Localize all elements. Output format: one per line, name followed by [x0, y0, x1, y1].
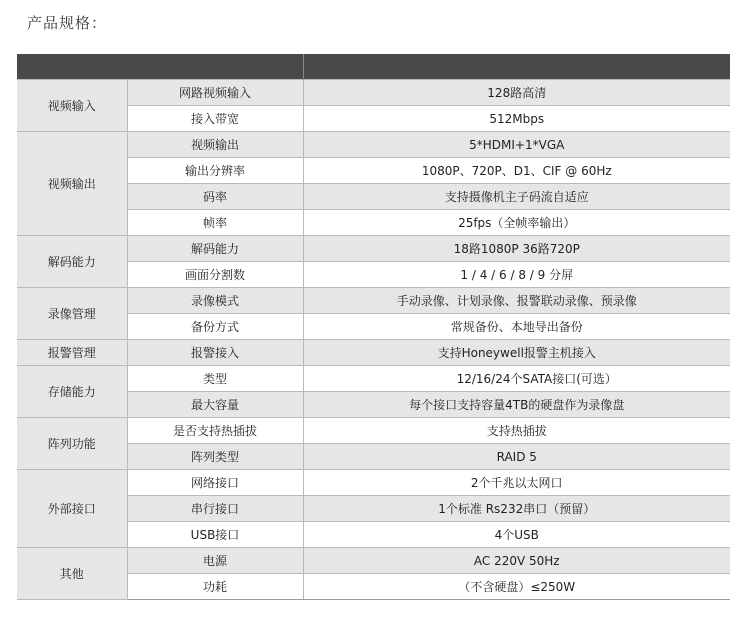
spec-item: 串行接口 — [127, 496, 303, 522]
header-cell-right — [303, 54, 730, 80]
spec-value: 512Mbps — [303, 106, 730, 132]
spec-value: 手动录像、计划录像、报警联动录像、预录像 — [303, 288, 730, 314]
spec-item: 视频输出 — [127, 132, 303, 158]
spec-item: 阵列类型 — [127, 444, 303, 470]
spec-value: 支持摄像机主子码流自适应 — [303, 184, 730, 210]
spec-value: AC 220V 50Hz — [303, 548, 730, 574]
spec-item: 网路视频输入 — [127, 80, 303, 106]
header-cell-left — [17, 54, 303, 80]
group-label: 解码能力 — [17, 236, 127, 288]
spec-value: 12/16/24个SATA接口(可选） — [303, 366, 730, 392]
table-row — [17, 80, 730, 106]
table-row — [17, 340, 730, 366]
spec-value: 5*HDMI+1*VGA — [303, 132, 730, 158]
spec-item: 最大容量 — [127, 392, 303, 418]
group-label: 其他 — [17, 548, 127, 600]
spec-value: 支持Honeywell报警主机接入 — [303, 340, 730, 366]
spec-item: 类型 — [127, 366, 303, 392]
spec-table — [17, 54, 730, 600]
spec-item: 网络接口 — [127, 470, 303, 496]
spec-value: 1个标准 Rs232串口（预留） — [303, 496, 730, 522]
group-label: 视频输入 — [17, 80, 127, 132]
spec-value: 支持热插拔 — [303, 418, 730, 444]
group-label: 视频输出 — [17, 132, 127, 236]
spec-item: USB接口 — [127, 522, 303, 548]
table-header-bar — [17, 54, 730, 80]
table-row — [17, 132, 730, 158]
spec-item: 接入带宽 — [127, 106, 303, 132]
group-label: 外部接口 — [17, 470, 127, 548]
table-row — [17, 288, 730, 314]
group-label: 录像管理 — [17, 288, 127, 340]
table-row — [17, 366, 730, 392]
spec-value: 每个接口支持容量4TB的硬盘作为录像盘 — [303, 392, 730, 418]
table-row — [17, 236, 730, 262]
spec-item: 功耗 — [127, 574, 303, 600]
spec-value: 4个USB — [303, 522, 730, 548]
spec-item: 是否支持热插拔 — [127, 418, 303, 444]
spec-value: 1080P、720P、D1、CIF @ 60Hz — [303, 158, 730, 184]
spec-value: 25fps（全帧率输出） — [303, 210, 730, 236]
spec-item: 备份方式 — [127, 314, 303, 340]
table-row — [17, 418, 730, 444]
spec-value: 128路高清 — [303, 80, 730, 106]
spec-item: 帧率 — [127, 210, 303, 236]
spec-value: （不含硬盘）≤250W — [303, 574, 730, 600]
spec-item: 录像模式 — [127, 288, 303, 314]
spec-item: 报警接入 — [127, 340, 303, 366]
table-row — [17, 470, 730, 496]
spec-item: 码率 — [127, 184, 303, 210]
group-label: 报警管理 — [17, 340, 127, 366]
table-row — [17, 548, 730, 574]
spec-value: 常规备份、本地导出备份 — [303, 314, 730, 340]
spec-value: 1 / 4 / 6 / 8 / 9 分屏 — [303, 262, 730, 288]
page-title: 产品规格： — [27, 14, 108, 32]
spec-value: 18路1080P 36路720P — [303, 236, 730, 262]
spec-item: 解码能力 — [127, 236, 303, 262]
spec-value: RAID 5 — [303, 444, 730, 470]
group-label: 存储能力 — [17, 366, 127, 418]
group-label: 阵列功能 — [17, 418, 127, 470]
spec-item: 画面分割数 — [127, 262, 303, 288]
spec-item: 电源 — [127, 548, 303, 574]
spec-value: 2个千兆以太网口 — [303, 470, 730, 496]
spec-item: 输出分辨率 — [127, 158, 303, 184]
